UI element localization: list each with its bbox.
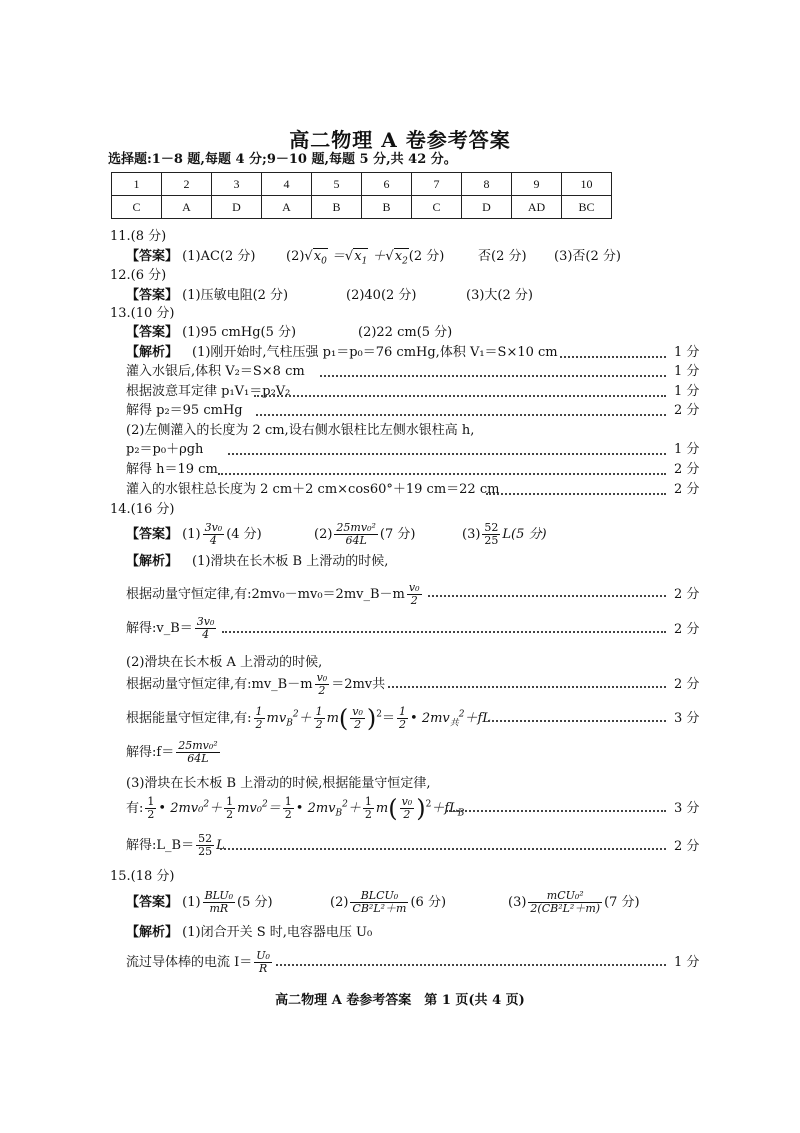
leader-dots	[254, 395, 666, 397]
analysis-tag: 【解析】	[126, 554, 179, 569]
leader-dots	[218, 473, 666, 475]
q14-l6: 根据能量守恒定律,有: $\frac{1}{2}$ $mv_B^2+$ $\frac{1}{2}$ m( $\frac{\text{v₀}}{2}$ )$^2$＝ $\frac{1}{2}$ • $2mv_共^2+fL$	[126, 704, 491, 733]
table-cell-number: 10	[562, 173, 612, 196]
table-row	[112, 173, 612, 196]
table-cell-answer: C	[112, 196, 162, 219]
q15-l1: (1)闭合开关 S 时,电容器电压 U₀	[182, 925, 373, 940]
q15-l2: 流过导体棒的电流 I＝ $\frac{\text{U₀}}{R}$	[126, 949, 270, 975]
table-cell-number: 6	[362, 173, 412, 196]
table-row	[112, 196, 612, 219]
score: 2 分	[674, 482, 700, 497]
table-cell-number: 7	[412, 173, 462, 196]
table-cell-number: 4	[262, 173, 312, 196]
q12-a3: (3)大(2 分)	[466, 288, 533, 303]
leader-dots	[276, 964, 666, 966]
q14-l10: 解得:L_B＝ $\frac{52}{25}$ L	[126, 832, 225, 858]
q14-a2: (2) $\frac{\text{25mv₀²}}{64L}$ (7 分)	[314, 521, 416, 547]
q15-a3: (3) $\frac{\text{mCU₀²}}{\text{2(CB²L²＋m)}}$ (7 分)	[508, 889, 640, 915]
table-cell-number: 5	[312, 173, 362, 196]
score: 1 分	[674, 345, 700, 360]
fraction: $\frac{52}{25}$	[484, 521, 499, 547]
score: 2 分	[674, 587, 700, 602]
table-cell-number: 2	[162, 173, 212, 196]
intro-text: 选择题:1－8 题,每题 4 分;9－10 题,每题 5 分,共 42 分。	[108, 152, 457, 167]
answer-table	[111, 172, 612, 219]
score: 1 分	[674, 955, 700, 970]
q14-a1-prefix: (1)	[182, 527, 201, 542]
answer-tag: 【答案】	[126, 325, 179, 340]
q15-head: 15.(18 分)	[110, 869, 175, 884]
leader-dots	[388, 686, 666, 688]
table-cell-answer: BC	[562, 196, 612, 219]
analysis-line: 灌入的水银柱总长度为 2 cm＋2 cm×cos60°＋19 cm＝22 cm	[126, 482, 500, 497]
q14-l5: 根据动量守恒定律,有:mv_B－m $\frac{\text{v₀}}{2}$ ＝2mv共	[126, 671, 386, 697]
score: 2 分	[674, 403, 700, 418]
q13-a2: (2)22 cm(5 分)	[358, 325, 453, 340]
table-cell-answer: A	[162, 196, 212, 219]
q15-answer-line: 【答案】 (1) $\frac{\text{BLU₀}}{mR}$ (5 分)	[126, 889, 273, 915]
analysis-line: 根据波意耳定律 p₁V₁＝p₂V₂	[126, 384, 291, 399]
leader-dots	[560, 356, 666, 358]
q12-head: 12.(6 分)	[110, 268, 167, 283]
q14-l1: (1)滑块在长木板 B 上滑动的时候,	[192, 554, 389, 569]
q13-head: 13.(10 分)	[110, 306, 175, 321]
leader-dots	[428, 595, 666, 597]
leader-dots	[228, 453, 666, 455]
score: 1 分	[674, 442, 700, 457]
score: 2 分	[674, 677, 700, 692]
q14-l2: 根据动量守恒定律,有:2mv₀－mv₀＝2mv_B－m $\frac{\text{v₀}}{2}$	[126, 581, 420, 607]
q14-l4: (2)滑块在长木板 A 上滑动的时候,	[126, 655, 323, 670]
q11-a2-no: 否(2 分)	[478, 249, 527, 264]
score: 2 分	[674, 839, 700, 854]
table-cell-answer: B	[362, 196, 412, 219]
q11-a2-prefix: (2)	[286, 249, 305, 264]
table-cell-answer: D	[212, 196, 262, 219]
table-cell-answer: C	[412, 196, 462, 219]
leader-dots	[488, 720, 666, 722]
score: 3 分	[674, 711, 700, 726]
page-title: 高二物理 A 卷参考答案	[289, 128, 511, 152]
table-cell-number: 8	[462, 173, 512, 196]
leader-dots	[486, 493, 666, 495]
table-cell-number: 1	[112, 173, 162, 196]
q14-l9: 有: $\frac{1}{2}$ • 2mv₀$^2$＋ $\frac{1}{2}$ mv₀$^2$＝ $\frac{1}{2}$ • $2mv_B^2+$ $\frac{1}{2}$ m( $\frac{\text{v₀}}{2}$ )$^2+fL_B$	[126, 794, 465, 823]
page-footer: 高二物理 A 卷参考答案 第 1 页(共 4 页)	[275, 993, 525, 1008]
q12-answer-line	[126, 288, 288, 304]
q14-a1-score: (4 分)	[226, 527, 262, 542]
fraction: $\frac{\text{BLCU₀}}{\text{CB²L²＋m}}$	[352, 889, 407, 915]
table-cell-answer: AD	[512, 196, 562, 219]
analysis-tag: 【解析】	[126, 925, 179, 940]
q13-answer-line	[126, 325, 296, 341]
score: 3 分	[674, 801, 700, 816]
answer-tag: 【答案】	[126, 249, 179, 264]
answer-tag: 【答案】	[126, 288, 179, 303]
q11-a2: $(2)√x_0 =√x_1 +√x_2(2$ 分)	[286, 249, 445, 267]
q11-a3: (3)否(2 分)	[554, 249, 621, 264]
q11-a2-score: (2 分)	[408, 249, 445, 264]
score: 1 分	[674, 364, 700, 379]
leader-dots	[256, 414, 666, 416]
q11-head: 11.(8 分)	[110, 229, 167, 244]
score: 2 分	[674, 622, 700, 637]
q14-l3: 解得:v_B＝ $\frac{\text{3v₀}}{4}$	[126, 615, 215, 641]
leader-dots	[222, 631, 666, 633]
q11-a1: (1)AC(2 分)	[182, 249, 256, 264]
q11-answer-line	[126, 249, 255, 265]
analysis-line: 灌入水银后,体积 V₂＝S×8 cm	[126, 364, 305, 379]
analysis-line: (1)刚开始时,气柱压强 p₁＝p₀＝76 cmHg,体积 V₁＝S×10 cm	[192, 345, 558, 360]
fraction: $\frac{\text{25mv₀²}}{64L}$	[336, 521, 376, 547]
q14-l8: (3)滑块在长木板 B 上滑动的时候,根据能量守恒定律,	[126, 776, 431, 791]
q15-a2: (2) $\frac{\text{BLCU₀}}{\text{CB²L²＋m}}$ (6 分)	[330, 889, 447, 915]
table-cell-answer: D	[462, 196, 512, 219]
leader-dots	[446, 810, 666, 812]
table-cell-answer: B	[312, 196, 362, 219]
table-cell-number: 9	[512, 173, 562, 196]
score: 2 分	[674, 462, 700, 477]
fraction: $\frac{\text{BLU₀}}{mR}$	[204, 889, 234, 915]
q15-analysis-line	[126, 925, 372, 941]
analysis-line: (2)左侧灌入的长度为 2 cm,设右侧水银柱比左侧水银柱高 h,	[126, 423, 475, 438]
analysis-line: 解得 p₂＝95 cmHg	[126, 403, 243, 418]
fraction: $\frac{\text{mCU₀²}}{\text{2(CB²L²＋m)}}$	[530, 889, 601, 915]
q12-a2: (2)40(2 分)	[346, 288, 417, 303]
score: 1 分	[674, 384, 700, 399]
answer-tag: 【答案】	[126, 895, 179, 910]
table-cell-answer: A	[262, 196, 312, 219]
leader-dots	[220, 848, 666, 850]
analysis-line: 解得 h＝19 cm	[126, 462, 218, 477]
q14-l7: 解得:f＝ $\frac{\text{25mv₀²}}{64L}$	[126, 739, 218, 765]
analysis-tag: 【解析】	[126, 345, 179, 360]
leader-dots	[320, 375, 666, 377]
q13-a1: (1)95 cmHg(5 分)	[182, 325, 297, 340]
answer-tag: 【答案】	[126, 527, 179, 542]
table-cell-number: 3	[212, 173, 262, 196]
q14-answer-line	[126, 522, 262, 547]
q14-a3: (3) $\frac{52}{25}$ L(5 分)	[462, 521, 547, 547]
analysis-line: p₂＝p₀＋ρgh	[126, 442, 204, 457]
q14-head: 14.(16 分)	[110, 502, 175, 517]
fraction: $\frac{\text{3v₀}}{4}$	[204, 521, 223, 547]
q12-a1: (1)压敏电阻(2 分)	[182, 288, 289, 303]
